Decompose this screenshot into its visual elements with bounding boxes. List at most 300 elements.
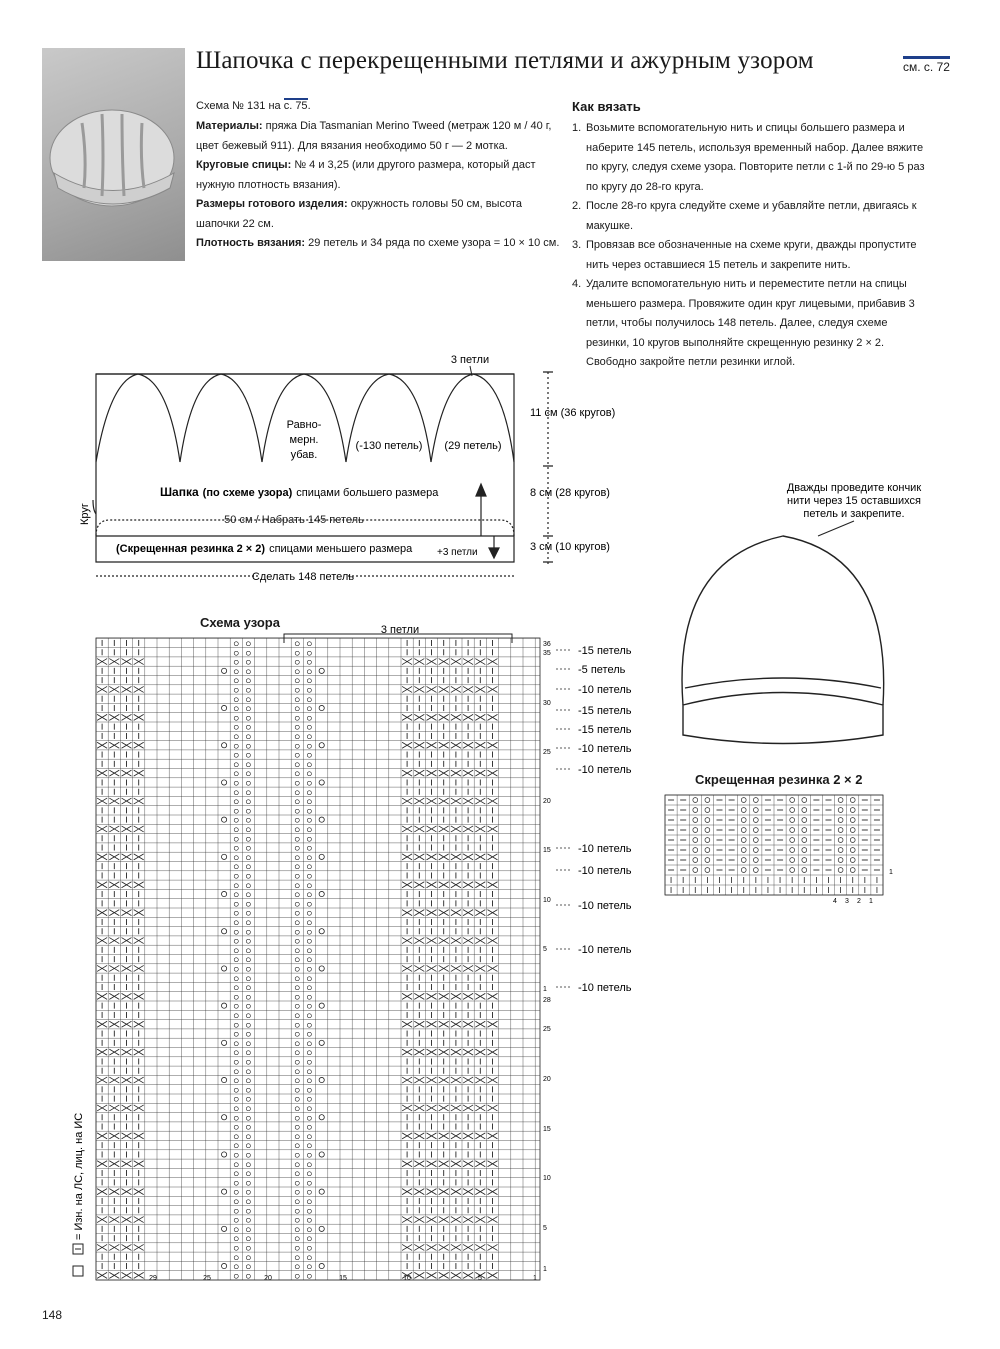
step-number: 2. <box>572 200 582 212</box>
stitch-twist-symbol: ੦ <box>245 1066 252 1076</box>
rib-col-1: 1 <box>869 898 873 905</box>
stitch-twist-symbol: ੦ <box>233 945 239 955</box>
stitch-twist-symbol: ੦ <box>245 843 252 853</box>
stitch-twist-symbol: ੦ <box>245 694 252 704</box>
stitch-twist-symbol: ੦ <box>294 936 300 946</box>
stitch-twist-symbol: ੦ <box>306 1224 313 1234</box>
needles-text: № 4 и 3,25 (или другого размера, который даст нужную плотность вязания). <box>196 159 536 191</box>
stitch-twist-symbol: ੦ <box>245 704 252 714</box>
stitch-twist-symbol: ੦ <box>245 1057 252 1067</box>
stitch-twist-symbol: ੦ <box>245 1103 252 1113</box>
stitch-twist-symbol: ੦ <box>233 1038 239 1048</box>
stitch-twist-symbol: ੦ <box>245 1224 252 1234</box>
stitch-twist-symbol: ੦ <box>294 657 300 667</box>
stitch-twist-symbol: ੦ <box>294 1178 300 1188</box>
stitch-twist-symbol: ੦ <box>245 1020 252 1030</box>
rib-row-number: 1 <box>889 869 893 876</box>
stitch-twist-symbol: ੦ <box>306 1141 313 1151</box>
stitch-twist-symbol: ੦ <box>233 1150 239 1160</box>
stitch-twist-symbol: ੦ <box>245 1038 252 1048</box>
stitch-twist-symbol: ੦ <box>233 1029 239 1039</box>
stitch-twist-symbol: ੦ <box>294 824 300 834</box>
stitch-twist-symbol: ੦ <box>245 759 252 769</box>
stitch-twist-symbol: ੦ <box>306 899 313 909</box>
stitch-twist-symbol: ੦ <box>306 1252 313 1262</box>
chart-col-number: 1 <box>533 1275 537 1282</box>
stitch-twist-symbol: ੦ <box>294 955 300 965</box>
stitch-twist-symbol: ੦ <box>306 1262 313 1272</box>
stitch-twist-symbol: ੦ <box>233 862 239 872</box>
stitch-twist-symbol: ੦ <box>233 1224 239 1234</box>
stitch-twist-symbol: ੦ <box>245 1076 252 1086</box>
stitch-twist-symbol: ੦ <box>306 890 313 900</box>
stitch-twist-symbol: ੦ <box>294 787 300 797</box>
stitch-twist-symbol: ੦ <box>294 1271 300 1281</box>
stitch-twist-symbol: ੦ <box>233 759 239 769</box>
stitch-twist-symbol: ੦ <box>233 657 239 667</box>
stitch-twist-symbol: ੦ <box>233 704 239 714</box>
stitch-twist-symbol: ੦ <box>306 741 313 751</box>
rib-col-2: 2 <box>857 898 861 905</box>
stitch-twist-symbol: ੦ <box>306 759 313 769</box>
stitch-twist-symbol: ੦ <box>294 694 300 704</box>
stitch-twist-symbol: ੦ <box>306 871 313 881</box>
stitch-twist-symbol: ੦ <box>294 1122 300 1132</box>
stitch-twist-symbol: ੦ <box>294 1066 300 1076</box>
scheme-end: . <box>307 100 311 112</box>
chart-row-number: 1 <box>543 986 547 993</box>
dec-29-label: (29 петель) <box>444 440 502 452</box>
stitch-twist-symbol: ੦ <box>306 917 313 927</box>
stitch-twist-symbol: ੦ <box>294 1103 300 1113</box>
needles-paragraph <box>196 156 561 195</box>
step-item <box>572 197 932 236</box>
stitch-twist-symbol: ੦ <box>306 1057 313 1067</box>
stitch-twist-symbol: ੦ <box>245 1187 252 1197</box>
stitch-twist-symbol: ੦ <box>245 917 252 927</box>
scheme-title: Схема узора <box>200 615 280 630</box>
decrease-label: -10 петель <box>578 743 632 755</box>
chart-frame <box>96 638 540 1280</box>
stitch-twist-symbol: ੦ <box>245 983 252 993</box>
stitch-twist-symbol: ੦ <box>233 806 239 816</box>
stitch-twist-symbol: ੦ <box>294 1169 300 1179</box>
stitch-twist-symbol: ੦ <box>245 964 252 974</box>
stitch-twist-symbol: ੦ <box>233 1057 239 1067</box>
step-text: Возьмите вспомогательную нить и спицы большего размера и наберите 145 петель, используя временный набор. Далее вяжите по кругу, следуя схеме узора. Повторите петли с 1-й по 29-ю 5 раз по кругу до 28-го круга. <box>586 122 925 193</box>
stitch-twist-symbol: ੦ <box>245 852 252 862</box>
decrease-label: -5 петель <box>578 664 626 676</box>
stitch-twist-symbol: ੦ <box>245 806 252 816</box>
stitch-twist-symbol: ੦ <box>306 1206 313 1216</box>
stitch-twist-symbol: ੦ <box>306 704 313 714</box>
stitch-twist-symbol: ੦ <box>245 899 252 909</box>
stitch-twist-symbol: ੦ <box>306 1243 313 1253</box>
stitch-twist-symbol: ੦ <box>306 880 313 890</box>
stitch-twist-symbol: ੦ <box>245 992 252 1002</box>
chart-row-number: 20 <box>543 1076 551 1083</box>
stitch-twist-symbol: ੦ <box>233 852 239 862</box>
chart-row-number: 1 <box>543 1266 547 1273</box>
stitch-twist-symbol: ੦ <box>306 750 313 760</box>
stitch-twist-symbol: ੦ <box>306 955 313 965</box>
hat-crown <box>682 536 884 705</box>
step-item <box>572 119 932 197</box>
stitch-twist-symbol: ੦ <box>306 927 313 937</box>
stitch-twist-symbol: ੦ <box>233 1178 239 1188</box>
stitch-twist-symbol: ੦ <box>306 983 313 993</box>
stitch-twist-symbol: ੦ <box>245 1029 252 1039</box>
stitch-twist-symbol: ੦ <box>294 648 300 658</box>
stitch-twist-symbol: ੦ <box>294 973 300 983</box>
stitch-twist-symbol: ੦ <box>294 834 300 844</box>
step-text: После 28-го круга следуйте схеме и убавляйте петли, двигаясь к макушке. <box>586 200 917 232</box>
stitch-twist-symbol: ੦ <box>294 638 300 648</box>
hat-label-bold: Шапка <box>160 485 199 499</box>
stitch-twist-symbol: ੦ <box>294 1020 300 1030</box>
stitch-twist-symbol: ੦ <box>245 787 252 797</box>
chart-row-number: 25 <box>543 1026 551 1033</box>
stitch-twist-symbol: ੦ <box>306 713 313 723</box>
stitch-twist-symbol: ੦ <box>233 815 239 825</box>
stitch-twist-symbol: ੦ <box>245 973 252 983</box>
stitch-twist-symbol: ੦ <box>233 834 239 844</box>
hat-sketch <box>670 470 922 750</box>
hat-label <box>160 485 439 499</box>
stitch-twist-symbol: ੦ <box>306 1038 313 1048</box>
stitch-twist-symbol: ੦ <box>233 1187 239 1197</box>
stitch-twist-symbol: ੦ <box>233 1243 239 1253</box>
stitch-twist-symbol: ੦ <box>233 1169 239 1179</box>
stitch-twist-symbol: ੦ <box>245 685 252 695</box>
legend-text: = Изн. на ЛС, лиц. на ИС <box>73 1112 85 1240</box>
stitch-twist-symbol: ੦ <box>294 843 300 853</box>
stitch-twist-symbol: ੦ <box>294 1243 300 1253</box>
step-text: Удалите вспомогательную нить и переместите петли на спицы меньшего размера. Провяжите один круг лицевыми, прибавив 3 петли, чтобы получилось 148 петель. Далее, следуя схеме резинки, 10 кругов выполняйте скрещенную резинку 2 × 2. Свободно закройте петли резинки иглой. <box>586 278 915 368</box>
stitch-twist-symbol: ੦ <box>294 945 300 955</box>
stitch-twist-symbol: ੦ <box>233 666 239 676</box>
stitch-twist-symbol: ੦ <box>245 769 252 779</box>
stitch-twist-symbol: ੦ <box>233 880 239 890</box>
stitch-twist-symbol: ੦ <box>306 787 313 797</box>
chart-col-number: 20 <box>264 1275 272 1282</box>
stitch-twist-symbol: ੦ <box>233 1001 239 1011</box>
steps-list <box>572 119 932 373</box>
stitch-twist-symbol: ੦ <box>294 899 300 909</box>
stitch-twist-symbol: ੦ <box>233 1252 239 1262</box>
stitch-twist-symbol: ੦ <box>245 1243 252 1253</box>
stitch-twist-symbol: ੦ <box>233 964 239 974</box>
stitch-twist-symbol: ੦ <box>294 983 300 993</box>
stitch-twist-symbol: ੦ <box>294 1131 300 1141</box>
stitch-twist-symbol: ੦ <box>306 936 313 946</box>
stitch-twist-symbol: ੦ <box>306 731 313 741</box>
stitch-twist-symbol: ੦ <box>233 1076 239 1086</box>
stitch-twist-symbol: ੦ <box>294 927 300 937</box>
stitch-twist-symbol: ੦ <box>233 1271 239 1281</box>
chart-top-label: 3 петли <box>380 624 420 636</box>
stitch-twist-symbol: ੦ <box>294 750 300 760</box>
rib-chart <box>660 790 900 910</box>
stitch-twist-symbol: ੦ <box>306 657 313 667</box>
stitch-twist-symbol: ੦ <box>294 908 300 918</box>
stitch-twist-symbol: ੦ <box>245 834 252 844</box>
chart-col-number: 10 <box>403 1275 411 1282</box>
stitch-twist-symbol: ੦ <box>245 1094 252 1104</box>
chart-row-number: 15 <box>543 1126 551 1133</box>
stitch-twist-symbol: ੦ <box>306 852 313 862</box>
stitch-twist-symbol: ੦ <box>306 843 313 853</box>
rib-chart-title: Скрещенная резинка 2 × 2 <box>695 772 863 787</box>
stitch-twist-symbol: ੦ <box>233 685 239 695</box>
stitch-twist-symbol: ੦ <box>233 1262 239 1272</box>
stitch-twist-symbol: ੦ <box>294 1038 300 1048</box>
stitch-twist-symbol: ੦ <box>294 1001 300 1011</box>
decrease-label: -10 петель <box>578 843 632 855</box>
stitch-twist-symbol: ੦ <box>306 1066 313 1076</box>
step-number: 4. <box>572 278 582 290</box>
stitch-twist-symbol: ੦ <box>306 806 313 816</box>
stitch-twist-symbol: ੦ <box>233 694 239 704</box>
chart-row-number: 5 <box>543 1225 547 1232</box>
stitch-twist-symbol: ੦ <box>233 955 239 965</box>
stitch-twist-symbol: ੦ <box>294 1224 300 1234</box>
stitch-twist-symbol: ੦ <box>294 1057 300 1067</box>
materials-text: пряжа Dia Tasmanian Merino Tweed (метраж 120 м / 40 г, цвет бежевый 911). Для вязания необходимо 50 г — 2 мотка. <box>196 120 552 152</box>
chart-row-number: 15 <box>543 847 551 854</box>
stitch-twist-symbol: ੦ <box>306 676 313 686</box>
even-dec-line3: убав. <box>290 449 318 461</box>
stitch-twist-symbol: ੦ <box>306 685 313 695</box>
chart-col-number: 15 <box>339 1275 347 1282</box>
stitch-twist-symbol: ੦ <box>294 852 300 862</box>
stitch-twist-symbol: ੦ <box>294 1048 300 1058</box>
stitch-twist-symbol: ੦ <box>306 1178 313 1188</box>
chart-row-number: 10 <box>543 897 551 904</box>
stitch-twist-symbol: ੦ <box>294 1215 300 1225</box>
stitch-twist-symbol: ੦ <box>306 778 313 788</box>
chart-row-number: 10 <box>543 1175 551 1182</box>
stitch-twist-symbol: ੦ <box>306 1159 313 1169</box>
chart-row-number: 25 <box>543 749 551 756</box>
sizes-text: окружность головы 50 см, высота шапочки 22 см. <box>196 198 522 230</box>
stitch-twist-symbol: ੦ <box>233 1215 239 1225</box>
stitch-twist-symbol: ੦ <box>306 1010 313 1020</box>
stitch-twist-symbol: ੦ <box>233 1131 239 1141</box>
stitch-twist-symbol: ੦ <box>294 806 300 816</box>
stitch-twist-symbol: ੦ <box>233 750 239 760</box>
stitch-twist-symbol: ੦ <box>233 648 239 658</box>
stitch-twist-symbol: ੦ <box>245 1196 252 1206</box>
stitch-twist-symbol: ੦ <box>306 862 313 872</box>
hat-photo <box>42 48 185 261</box>
decrease-label: -15 петель <box>578 705 632 717</box>
stitch-twist-symbol: ੦ <box>245 1178 252 1188</box>
stitch-twist-symbol: ੦ <box>306 722 313 732</box>
step-number: 3. <box>572 239 582 251</box>
round-label: Круг <box>79 503 91 525</box>
stitch-twist-symbol: ੦ <box>245 778 252 788</box>
stitch-twist-symbol: ੦ <box>294 778 300 788</box>
stitch-twist-symbol: ੦ <box>245 676 252 686</box>
stitch-twist-symbol: ੦ <box>245 927 252 937</box>
stitch-twist-symbol: ੦ <box>233 741 239 751</box>
materials-label: Материалы: <box>196 120 263 132</box>
stitch-twist-symbol: ੦ <box>294 1076 300 1086</box>
stitch-twist-symbol: ੦ <box>306 638 313 648</box>
even-dec-line1: Равно- <box>286 419 322 431</box>
chart-row-number: 5 <box>543 946 547 953</box>
stitch-twist-symbol: ੦ <box>294 759 300 769</box>
stitch-twist-symbol: ੦ <box>294 1206 300 1216</box>
stitch-twist-symbol: ੦ <box>294 1150 300 1160</box>
needles-label: Круговые спицы: <box>196 159 292 171</box>
stitch-twist-symbol: ੦ <box>233 638 239 648</box>
stitch-twist-symbol: ੦ <box>294 1010 300 1020</box>
stitch-twist-symbol: ੦ <box>233 908 239 918</box>
hat-label-rest: спицами большего размера <box>296 487 439 499</box>
stitch-twist-symbol: ੦ <box>294 1113 300 1123</box>
stitch-twist-symbol: ੦ <box>294 815 300 825</box>
stitch-twist-symbol: ੦ <box>233 676 239 686</box>
stitch-twist-symbol: ੦ <box>245 1131 252 1141</box>
hat-note-line1: Дважды проведите кончик <box>786 482 922 494</box>
stitch-twist-symbol: ੦ <box>245 666 252 676</box>
decrease-label: -10 петель <box>578 684 632 696</box>
stitch-twist-symbol: ੦ <box>306 1094 313 1104</box>
stitch-twist-symbol: ੦ <box>245 638 252 648</box>
stitch-twist-symbol: ੦ <box>245 741 252 751</box>
stitch-twist-symbol: ੦ <box>306 1271 313 1281</box>
how-to-title: Как вязать <box>572 99 641 114</box>
rib-label <box>116 543 413 555</box>
stitch-twist-symbol: ੦ <box>294 880 300 890</box>
stitch-twist-symbol: ੦ <box>245 871 252 881</box>
stitch-twist-symbol: ੦ <box>233 983 239 993</box>
stitch-twist-symbol: ੦ <box>245 1010 252 1020</box>
materials-paragraph <box>196 117 561 156</box>
hat-brim <box>683 693 883 744</box>
stitch-twist-symbol: ੦ <box>245 1048 252 1058</box>
hat-note-pointer <box>818 521 854 536</box>
cast-on-label: 50 см / Набрать 145 петель <box>224 514 364 526</box>
stitch-twist-symbol: ੦ <box>233 722 239 732</box>
chart-row-number: 20 <box>543 798 551 805</box>
stitch-twist-symbol: ੦ <box>245 945 252 955</box>
scheme-page-link[interactable]: с. 75 <box>283 100 308 112</box>
rib-label-rest: спицами меньшего размера <box>269 543 413 555</box>
stitch-twist-symbol: ੦ <box>245 1215 252 1225</box>
stitch-twist-symbol: ੦ <box>233 769 239 779</box>
schematic-outline <box>96 374 514 562</box>
stitch-twist-symbol: ੦ <box>306 1234 313 1244</box>
stitch-twist-symbol: ੦ <box>306 1076 313 1086</box>
height-bottom-label: 3 см (10 кругов) <box>530 541 610 553</box>
hat-photo-illustration <box>42 48 185 261</box>
stitch-twist-symbol: ੦ <box>245 1271 252 1281</box>
decrease-label: -10 петель <box>578 865 632 877</box>
decrease-label: -10 петель <box>578 982 632 994</box>
stitch-twist-symbol: ੦ <box>233 871 239 881</box>
hat-note-line3: петель и закрепите. <box>803 508 905 520</box>
stitch-twist-symbol: ੦ <box>306 1029 313 1039</box>
stitch-twist-symbol: ੦ <box>294 666 300 676</box>
stitch-twist-symbol: ੦ <box>233 1103 239 1113</box>
stitch-twist-symbol: ੦ <box>245 824 252 834</box>
stitch-twist-symbol: ੦ <box>306 1122 313 1132</box>
stitch-twist-symbol: ੦ <box>233 731 239 741</box>
stitch-twist-symbol: ੦ <box>233 787 239 797</box>
schematic-top-label: 3 петли <box>450 354 490 366</box>
rib-col-4: 4 <box>833 898 837 905</box>
stitch-twist-symbol: ੦ <box>294 1094 300 1104</box>
legend-square-empty <box>73 1266 83 1276</box>
stitch-twist-symbol: ੦ <box>294 676 300 686</box>
stitch-twist-symbol: ੦ <box>294 1029 300 1039</box>
stitch-twist-symbol: ੦ <box>294 1234 300 1244</box>
chart-row-number: 35 <box>543 650 551 657</box>
chart-row-number: 28 <box>543 997 551 1004</box>
stitch-twist-symbol: ੦ <box>294 769 300 779</box>
stitch-twist-symbol: ੦ <box>306 834 313 844</box>
stitch-twist-symbol: ੦ <box>233 992 239 1002</box>
stitch-twist-symbol: ੦ <box>306 1103 313 1113</box>
stitch-twist-symbol: ੦ <box>245 890 252 900</box>
stitch-twist-symbol: ੦ <box>306 964 313 974</box>
chart-legend <box>73 1113 85 1276</box>
stitch-twist-symbol: ੦ <box>306 992 313 1002</box>
stitch-twist-symbol: ੦ <box>233 1196 239 1206</box>
stitch-twist-symbol: ੦ <box>245 750 252 760</box>
step-number: 1. <box>572 122 582 134</box>
stitch-twist-symbol: ੦ <box>245 1085 252 1095</box>
stitch-twist-symbol: ੦ <box>233 778 239 788</box>
stitch-twist-symbol: ੦ <box>245 731 252 741</box>
stitch-twist-symbol: ੦ <box>306 1001 313 1011</box>
stitch-twist-symbol: ੦ <box>306 1150 313 1160</box>
plus3-label: +3 петли <box>437 547 478 558</box>
stitch-twist-symbol: ੦ <box>233 1206 239 1216</box>
stitch-twist-symbol: ੦ <box>306 1113 313 1123</box>
chart-row-number: 36 <box>543 641 551 648</box>
stitch-twist-symbol: ੦ <box>294 890 300 900</box>
stitch-twist-symbol: ੦ <box>245 815 252 825</box>
stitch-twist-symbol: ੦ <box>233 1094 239 1104</box>
stitch-twist-symbol: ੦ <box>233 899 239 909</box>
see-reference-link[interactable]: см. с. 72 <box>903 56 950 74</box>
stitch-twist-symbol: ੦ <box>245 1150 252 1160</box>
decrease-label: -15 петель <box>578 645 632 657</box>
stitch-twist-symbol: ੦ <box>233 1010 239 1020</box>
stitch-twist-symbol: ੦ <box>233 713 239 723</box>
stitch-twist-symbol: ੦ <box>233 1048 239 1058</box>
rib-label-bold: (Скрещенная резинка 2 × 2) <box>116 543 266 555</box>
decrease-label: -10 петель <box>578 764 632 776</box>
stitch-twist-symbol: ੦ <box>245 657 252 667</box>
page-title: Шапочка с перекрещенными петлями и ажурным узором <box>196 47 814 74</box>
height-top-label: 11 см (36 кругов) <box>530 407 616 419</box>
stitch-twist-symbol: ੦ <box>294 704 300 714</box>
stitch-twist-symbol: ੦ <box>306 1048 313 1058</box>
stitch-twist-symbol: ੦ <box>233 936 239 946</box>
stitch-twist-symbol: ੦ <box>294 731 300 741</box>
decrease-label: -15 петель <box>578 724 632 736</box>
dec-130-label: (-130 петель) <box>355 440 423 452</box>
stitch-twist-symbol: ੦ <box>245 713 252 723</box>
stitch-twist-symbol: ੦ <box>233 1159 239 1169</box>
stitch-twist-symbol: ੦ <box>306 797 313 807</box>
stitch-twist-symbol: ੦ <box>306 1215 313 1225</box>
